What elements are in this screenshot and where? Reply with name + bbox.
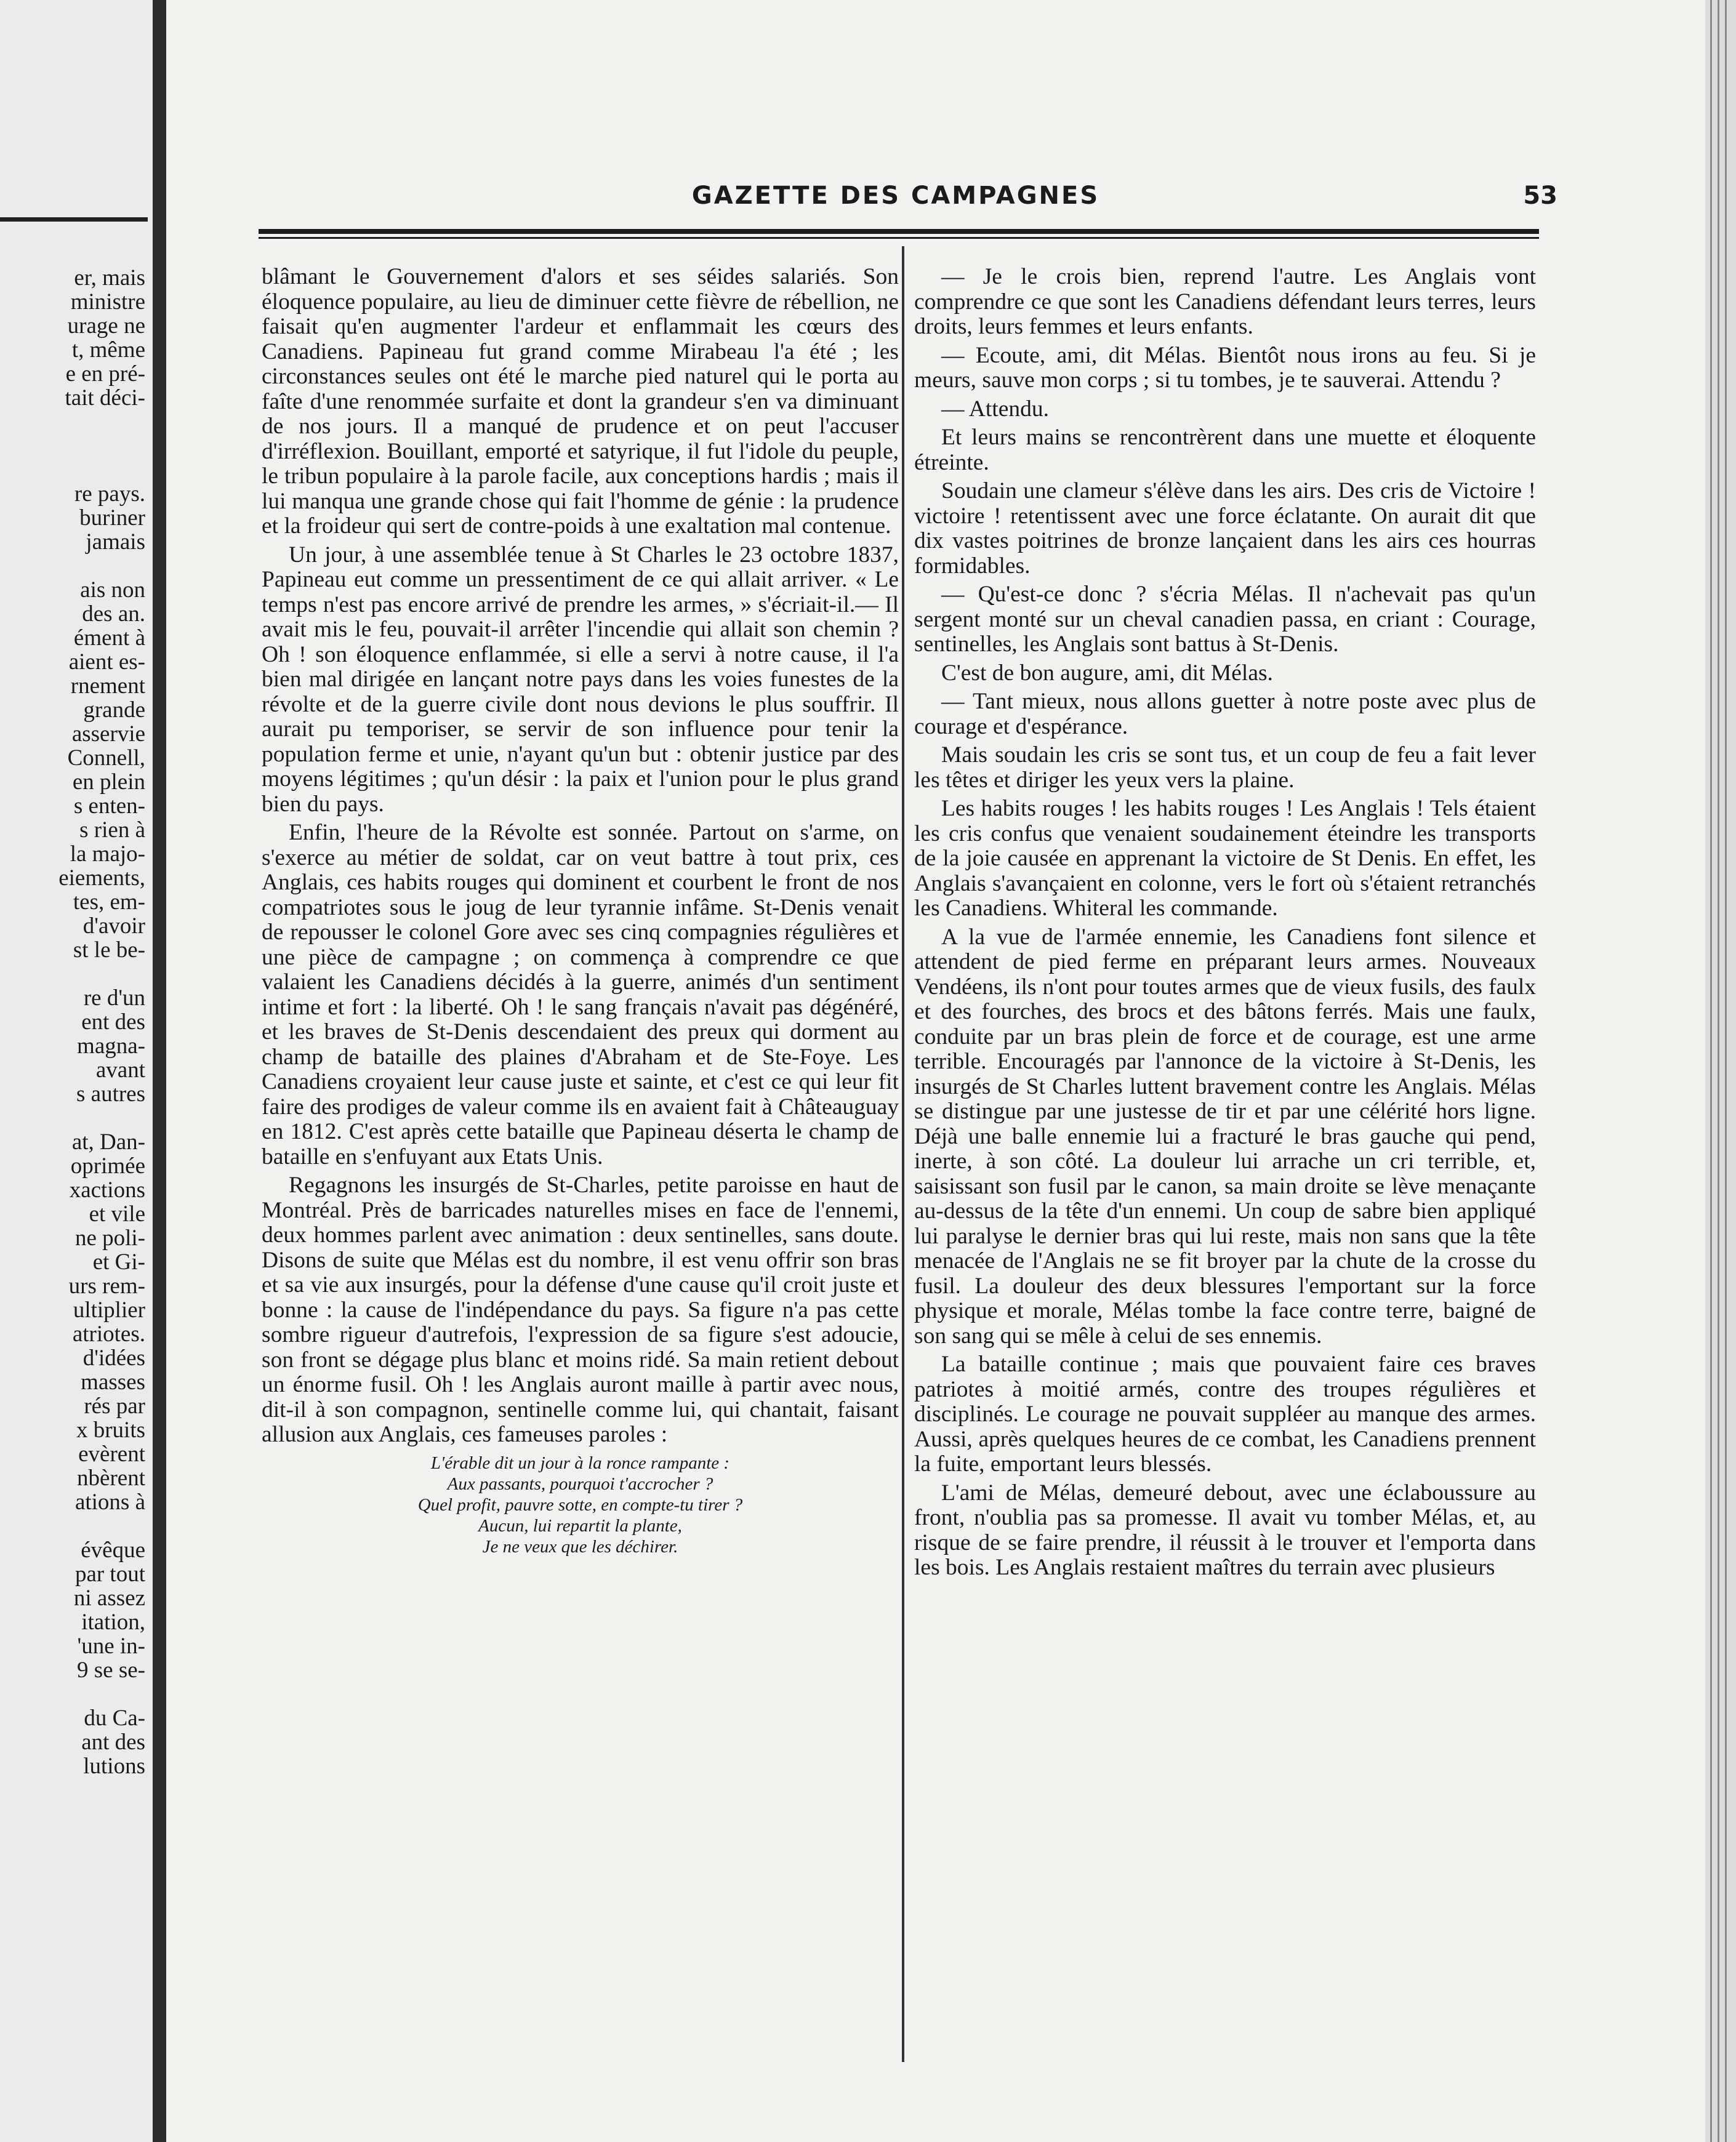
previous-page-line: st le be- <box>73 937 145 963</box>
previous-page-line: et vile <box>89 1201 145 1227</box>
previous-page-line: tes, em- <box>73 889 145 915</box>
right-paragraph-3: — Attendu. <box>941 396 1049 422</box>
previous-page-line: la majo- <box>70 841 145 867</box>
previous-page-line: asservie <box>71 721 145 747</box>
previous-page-line: Connell, <box>67 745 145 771</box>
verse-line: Aucun, lui repartit la plante, <box>478 1515 682 1536</box>
previous-page-line: ément à <box>73 625 145 651</box>
right-paragraph-12: La bataille continue ; mais que pouvaient faire ces braves patriotes à moitié armés, contre des troupes régulières et disciplinés. Le courage ne pouvait suppléer au manque des armes. Aussi, après quelques heures de ce combat, les Canadiens prennent la fuite, emportant leurs blessés. <box>914 1352 1536 1477</box>
newspaper-page <box>166 0 1705 2142</box>
previous-page-line: lutions <box>83 1754 145 1779</box>
previous-page-line: xactions <box>69 1177 145 1203</box>
header-rule-thin <box>259 237 1539 239</box>
previous-page-line: rés par <box>84 1394 145 1419</box>
previous-page-line: oprimée <box>70 1153 145 1179</box>
previous-page-line: ni assez <box>73 1586 145 1611</box>
page-number: 53 <box>1523 182 1557 210</box>
right-paragraph-6: — Qu'est-ce donc ? s'écria Mélas. Il n'achevait pas qu'un sergent monté sur un cheval canadien passa, en criant : Courage, sentinelles, les Anglais sont battus à St-Denis. <box>914 582 1536 657</box>
previous-page-line: buriner <box>79 505 145 531</box>
right-paragraph-11: A la vue de l'armée ennemie, les Canadiens font silence et attendent de pied ferme en préparant leurs armes. Nouveaux Vendéens, ils n'ont pour toutes armes que de vieux fusils, des faulx et des fourches, des brocs et des bâtons ferrés. Mais une faulx, conduite par un bras plein de force et de courage, est une arme terrible. Encouragés par l'annonce de la victoire à St-Denis, les insurgés de St Charles luttent bravement contre les Anglais. Mélas se distingue par une justesse de tir et par une célérité hors ligne. Déjà une balle ennemie lui a fracturé le bras gauche qui pend, inerte, à son côté. La douleur lui arrache un cri terrible, et, saisissant son fusil par le canon, sa main droite se lève menaçante au-dessus de la tête d'un ennemi. Un coup de sabre bien appliqué lui paralyse le dernier bras qui lui reste, mais non sans que la tête menacée de l'Anglais ne se fit broyer par la chute de la crosse du fusil. La douleur des deux blessures l'emportant sur la force physique et morale, Mélas tombe la face contre terre, baigné de son sang qui se mêle à celui de ses ennemis. <box>914 924 1536 1349</box>
previous-page-line: s rien à <box>79 817 145 843</box>
previous-page-line: du Ca- <box>84 1706 145 1731</box>
column-divider <box>902 246 904 2062</box>
verse-line: L'érable dit un jour à la ronce rampante : <box>430 1453 730 1473</box>
previous-page-line: evèrent <box>78 1442 145 1467</box>
previous-page-line: er, mais <box>74 265 145 291</box>
previous-page-fragment <box>0 0 153 2142</box>
previous-page-line: ations à <box>74 1490 145 1515</box>
right-column <box>914 265 1536 1581</box>
previous-page-line: 9 se se- <box>77 1658 145 1683</box>
previous-page-line: re pays. <box>74 481 145 507</box>
previous-page-line: 'une in- <box>77 1634 145 1659</box>
previous-page-line: e en pré- <box>65 361 145 387</box>
previous-page-line: aient es- <box>68 649 145 675</box>
page-stack-edge <box>1705 0 1736 2142</box>
header-rule-thick <box>259 229 1539 234</box>
previous-page-line: t, même <box>71 337 145 363</box>
previous-page-line: avant <box>95 1057 145 1083</box>
right-paragraph-1: — Je le crois bien, reprend l'autre. Les Anglais vont comprendre ce que sont les Canadiens défendant leurs terres, leurs droits, leurs femmes et leurs enfants. <box>914 264 1536 339</box>
previous-page-line: d'avoir <box>82 913 145 939</box>
previous-page-line: re d'un <box>83 985 145 1011</box>
previous-page-line: masses <box>81 1370 145 1395</box>
previous-page-line: itation, <box>81 1610 145 1635</box>
previous-page-line: tait déci- <box>65 385 145 411</box>
right-paragraph-13: L'ami de Mélas, demeuré debout, avec une éclaboussure au front, n'oublia pas sa promesse. Il avait vu tomber Mélas, et, au risque de se faire prendre, il réussit à le trouver et l'emporta dans les bois. Les Anglais restaient maîtres du terrain avec plusieurs <box>914 1480 1536 1580</box>
previous-page-line: atriotes. <box>72 1322 145 1347</box>
previous-page-line: urage ne <box>67 313 145 339</box>
right-paragraph-10: Les habits rouges ! les habits rouges ! Les Anglais ! Tels étaient les cris confus que venaient soudainement éteindre les transports de la joie causée en apprenant la victoire de St Denis. En effet, les Anglais s'avançaient en colonne, vers le fort où s'étaient retranchés les Canadiens. Whiteral les commande. <box>914 796 1536 921</box>
running-title: GAZETTE DES CAMPAGNES <box>691 182 1100 210</box>
previous-page-line: at, Dan- <box>71 1129 145 1155</box>
verse-line: Aux passants, pourquoi t'accrocher ? <box>447 1474 713 1494</box>
previous-page-line: s enten- <box>73 793 145 819</box>
right-paragraph-7: C'est de bon augure, ami, dit Mélas. <box>941 660 1273 686</box>
previous-page-line: par tout <box>74 1562 145 1587</box>
previous-page-header-rule <box>0 217 148 222</box>
previous-page-line: évêque <box>81 1538 145 1563</box>
right-paragraph-8: — Tant mieux, nous allons guetter à notre poste avec plus de courage et d'espérance. <box>914 689 1536 739</box>
previous-page-line: ultiplier <box>73 1298 145 1323</box>
previous-page-line: ministre <box>70 289 145 315</box>
previous-page-line: jamais <box>86 529 145 555</box>
page-header <box>262 182 1557 219</box>
verse-line: Je ne veux que les déchirer. <box>482 1536 678 1557</box>
left-paragraph-3: Enfin, l'heure de la Révolte est sonnée. Partout on s'arme, on s'exerce au métier de soldat, car on veut battre à tout prix, ces Anglais, ces habits rouges qui dominent et courbent le front de nos compatriotes sous le joug de leur tyrannie infâme. St-Denis venait de repousser le colonel Gore avec ses cinq compagnies régulières et une pièce de campagne ; on commença à comprendre ce que valaient les Canadiens décidés à la guerre, animés d'un sentiment intime et fort : la liberté. Oh ! le sang français n'avait pas dégénéré, et les braves de St-Denis descendaient des preux qui dorment au champ de bataille des plaines d'Abraham et de Ste-Foye. Les Canadiens croyaient leur cause juste et sainte, et c'est ce qui leur fit faire des prodiges de valeur comme ils en avaient fait à Châteauguay en 1812. C'est après cette bataille que Papineau déserta le champ de bataille en s'enfuyant aux Etats Unis. <box>262 820 899 1169</box>
previous-page-line: eiements, <box>58 865 145 891</box>
right-paragraph-2: — Ecoute, ami, dit Mélas. Bientôt nous irons au feu. Si je meurs, sauve mon corps ; si tu tombes, je te sauverai. Attendu ? <box>914 342 1536 393</box>
previous-page-line: et Gi- <box>92 1250 145 1275</box>
previous-page-line: ne poli- <box>74 1225 145 1251</box>
previous-page-line: ais non <box>80 577 145 603</box>
left-column <box>262 265 899 1557</box>
page-gutter <box>153 0 166 2142</box>
left-paragraph-2: Un jour, à une assemblée tenue à St Charles le 23 octobre 1837, Papineau eut comme un pressentiment de ce qui allait arriver. « Le temps n'est pas encore arrivé de prendre les armes, » s'écriait-il.— Il avait mis le feu, pouvait-il arrêter l'incendie qui allait son chemin ? Oh ! son éloquence enflammée, si elle a servi à notre cause, il l'a bien mal dirigée en lançant notre pays dans les voies funestes de la révolte et de la guerre civile dont nous devions le plus souffrir. Il aurait pu temporiser, se servir de son influence pour tenir la population ferme et unie, n'ayant qu'un but : obtenir justice par des moyens légitimes ; qu'un désir : la paix et l'union pour le plus grand bien du pays. <box>262 542 899 817</box>
previous-page-line: en plein <box>72 769 145 795</box>
previous-page-line: ent des <box>81 1009 145 1035</box>
previous-page-line: nbèrent <box>77 1466 145 1491</box>
previous-page-line: ant des <box>81 1730 145 1755</box>
previous-page-line: magna- <box>77 1033 145 1059</box>
previous-page-line: d'idées <box>82 1346 145 1371</box>
right-paragraph-9: Mais soudain les cris se sont tus, et un coup de feu a fait lever les têtes et diriger les yeux vers la plaine. <box>914 742 1536 793</box>
verse-line: Quel profit, pauvre sotte, en compte-tu tirer ? <box>417 1494 743 1515</box>
previous-page-line: rnement <box>70 673 145 699</box>
previous-page-line: urs rem- <box>68 1274 145 1299</box>
verse-quote <box>262 1453 899 1557</box>
right-paragraph-5: Soudain une clameur s'élève dans les airs. Des cris de Victoire ! victoire ! retentissent avec une force éclatante. On aurait dit que dix vastes poitrines de bronze lançaient dans les airs ces hourras formidables. <box>914 478 1536 579</box>
right-paragraph-4: Et leurs mains se rencontrèrent dans une muette et éloquente étreinte. <box>914 425 1536 475</box>
previous-page-line: x bruits <box>76 1418 145 1443</box>
previous-page-line: grande <box>83 697 145 723</box>
left-paragraph-4: Regagnons les insurgés de St-Charles, petite paroisse en haut de Montréal. Près de barricades naturelles mises en face de l'ennemi, deux hommes parlent avec animation : deux sentinelles, sans doute. Disons de suite que Mélas est du nombre, il est venu offrir son bras et sa vie aux insurgés, pour la défense d'une cause qu'il croit juste et bonne : la cause de l'indépendance du pays. Sa figure n'a pas cette sombre rigueur d'autrefois, l'expression de sa figure s'est adoucie, son front se dégage plus blanc et moins ridé. Sa main retient debout un énorme fusil. Oh ! les Anglais auront maille à partir avec nous, dit-il à son compagnon, sentinelle comme lui, qui chantait, faisant allusion aux Anglais, ces fameuses paroles : <box>262 1173 899 1447</box>
previous-page-line: des an. <box>82 601 145 627</box>
previous-page-line: s autres <box>76 1081 145 1107</box>
left-paragraph-1: blâmant le Gouvernement d'alors et ses séides salariés. Son éloquence populaire, au lieu de diminuer cette fièvre de rébellion, ne faisait qu'en augmenter l'ardeur et enflammait les cœurs des Canadiens. Papineau fut grand comme Mirabeau l'a été ; les circonstances seules ont été le marche pied naturel qui le porta au faîte d'une renommée surfaite et dont la grandeur s'en va diminuant de nos jours. Il a manqué de prudence et on peut l'accuser d'irréflexion. Bouillant, emporté et satyrique, il fut l'idole du peuple, le tribun populaire à la parole facile, aux conceptions hardis ; mais il lui manqua une grande chose qui fait l'homme de génie : la prudence et la froideur qui sert de contre-poids à une exaltation mal contenue. <box>262 264 899 539</box>
